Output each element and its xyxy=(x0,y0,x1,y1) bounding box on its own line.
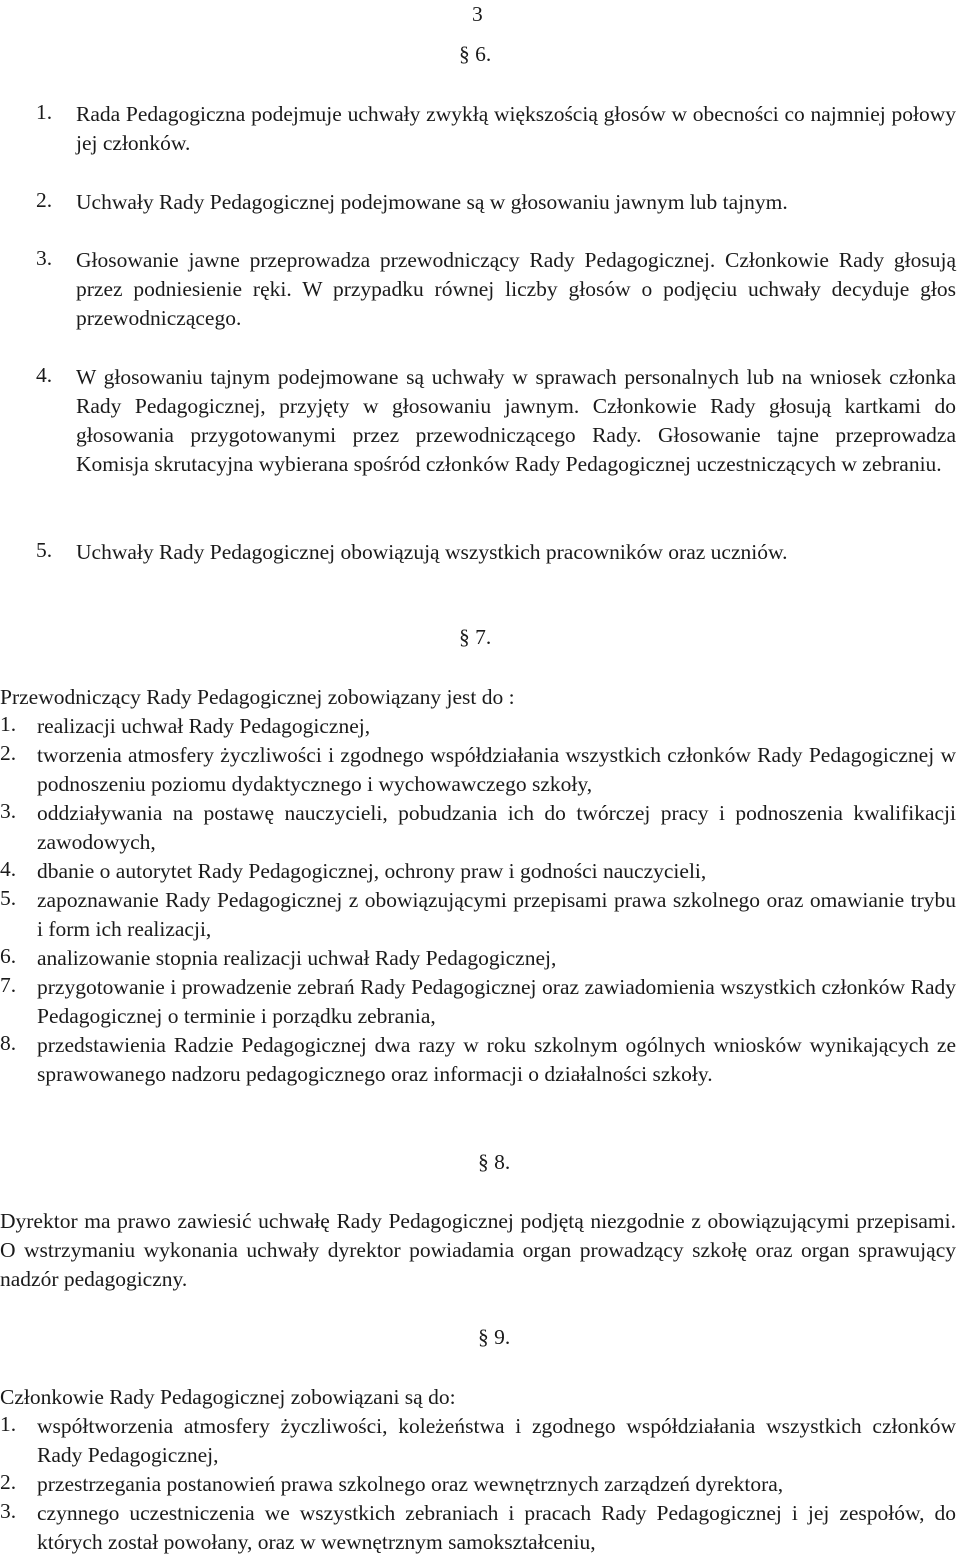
section-7-mark: § 7. xyxy=(459,625,492,649)
section-9-mark: § 9. xyxy=(478,1325,511,1349)
section-8-mark: § 8. xyxy=(478,1150,511,1174)
section-9-intro: Członkowie Rady Pedagogicznej zobowiązani są do: xyxy=(0,1385,456,1409)
page-number: 3 xyxy=(472,2,483,26)
section-7-intro: Przewodniczący Rady Pedagogicznej zobowiązany jest do : xyxy=(0,685,515,709)
section-8-paragraph: Dyrektor ma prawo zawiesić uchwałę Rady Pedagogicznej podjętą niezgodnie z obowiązującymi przepisami. O wstrzymaniu wykonania uchwały dyrektor powiadamia organ prowadzący szkołę oraz organ sprawujący nadzór pedagogiczny. xyxy=(0,1209,956,1291)
section-6-mark: § 6. xyxy=(459,42,492,66)
